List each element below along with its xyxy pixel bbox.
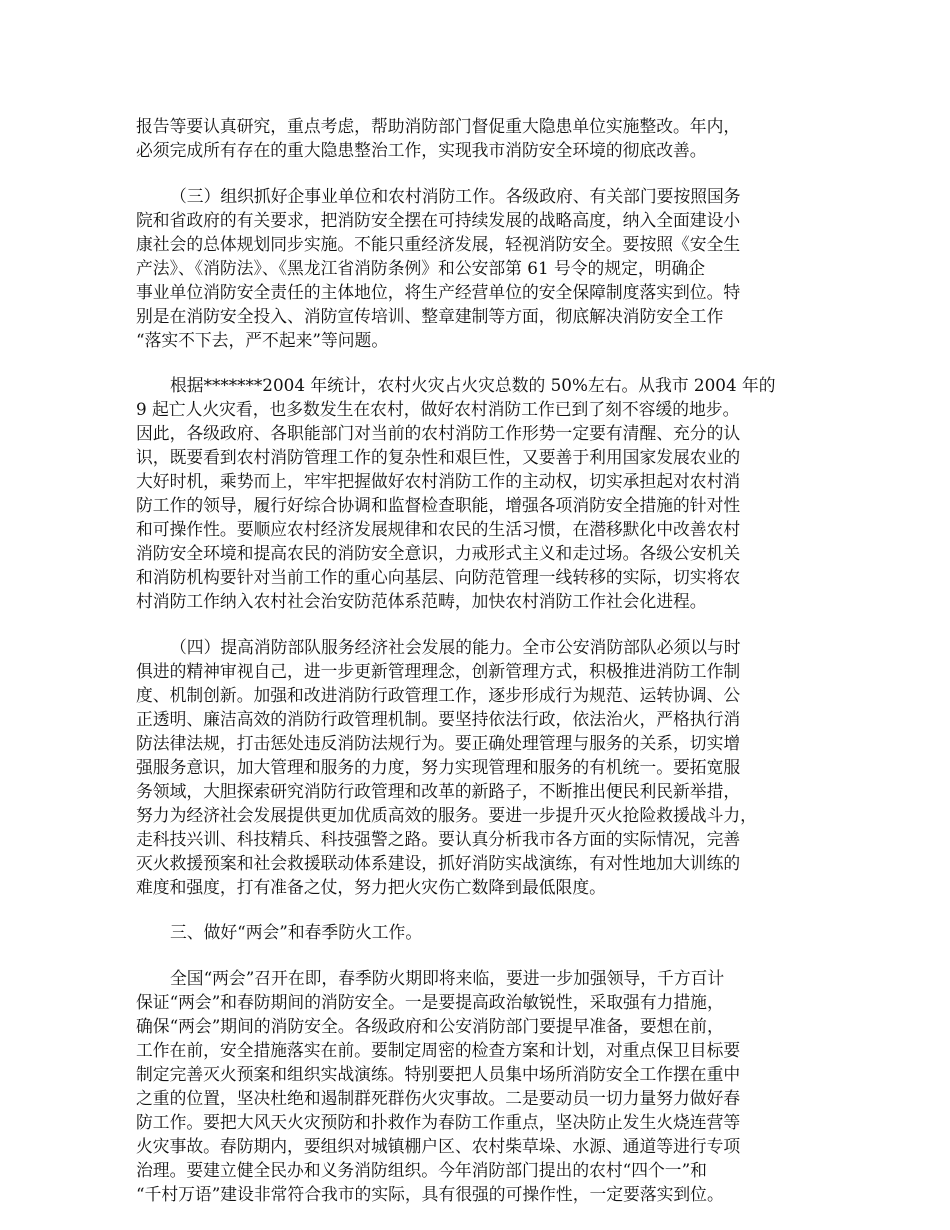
text-line: 大好时机，乘势而上，牢牢把握做好农村消防工作的主动权，切实承担起对农村消	[136, 471, 741, 491]
text-line: 防法律法规，打击惩处违反消防法规行为。要正确处理管理与服务的关系，切实增	[136, 733, 741, 753]
text-line: 灭火救援预案和社会救援联动体系建设，抓好消防实战演练，有对性地加大训练的	[136, 853, 741, 873]
text-line: 之重的位置，坚决杜绝和遏制群死群伤火灾事故。二是要动员一切力量努力做好春	[136, 1088, 741, 1108]
text-line: 确保“两会”期间的消防安全。各级政府和公安消防部门要提早准备，要想在前，	[136, 1016, 724, 1036]
text-line: 保证“两会”和春防期间的消防安全。一是要提高政治敏锐性，采取强有力措施，	[136, 992, 724, 1012]
text-line: 防工作的领导，履行好综合协调和监督检查职能，增强各项消防安全措施的针对性	[136, 495, 741, 515]
text-line: 事业单位消防安全责任的主体地位，将生产经营单位的安全保障制度落实到位。特	[136, 282, 741, 302]
text-line: （四）提高消防部队服务经济社会发展的能力。全市公安消防部队必须以与时	[170, 637, 741, 657]
text-line: 俱进的精神审视自己，进一步更新管理理念，创新管理方式，积极推进消防工作制	[136, 661, 741, 681]
text-line: 根据*******2004 年统计，农村火灾占火灾总数的 50%左右。从我市 2004 年的	[170, 375, 776, 395]
text-line: 工作在前，安全措施落实在前。要制定周密的检查方案和计划，对重点保卫目标要	[136, 1040, 741, 1060]
text-line: 9 起亡人火灾看，也多数发生在农村，做好农村消防工作已到了刻不容缓的地步。	[136, 399, 740, 419]
text-line: 必须完成所有存在的重大隐患整治工作，实现我市消防安全环境的彻底改善。	[136, 140, 707, 160]
text-line: 强服务意识，加大管理和服务的力度，努力实现管理和服务的有机统一。要拓宽服	[136, 757, 741, 777]
text-line: 识，既要看到农村消防管理工作的复杂性和艰巨性，又要善于利用国家发展农业的	[136, 447, 741, 467]
text-line: 全国“两会”召开在即，春季防火期即将来临，要进一步加强领导，千方百计	[170, 968, 725, 988]
text-line: 院和省政府的有关要求，把消防安全摆在可持续发展的战略高度，纳入全面建设小	[136, 210, 741, 230]
text-line: 火灾事故。春防期内，要组织对城镇棚户区、农村柴草垛、水源、通道等进行专项	[136, 1136, 741, 1156]
text-line: “千村万语”建设非常符合我市的实际，具有很强的可操作性，一定要落实到位。	[136, 1184, 724, 1204]
text-line: 康社会的总体规划同步实施。不能只重经济发展，轻视消防安全。要按照《安全生	[136, 234, 741, 254]
text-line: 制定完善灭火预案和组织实战演练。特别要把人员集中场所消防安全工作摆在重中	[136, 1064, 741, 1084]
text-line: 走科技兴训、科技精兵、科技强警之路。要认真分析我市各方面的实际情况，完善	[136, 829, 741, 849]
text-line: 消防安全环境和提高农民的消防安全意识，力戒形式主义和走过场。各级公安机关	[136, 543, 741, 563]
text-line: 报告等要认真研究，重点考虑，帮助消防部门督促重大隐患单位实施整改。年内，	[136, 116, 741, 136]
text-line: 防工作。要把大风天火灾预防和扑救作为春防工作重点，坚决防止发生火烧连营等	[136, 1112, 741, 1132]
text-line: 正透明、廉洁高效的消防行政管理机制。要坚持依法行政，依法治火，严格执行消	[136, 709, 741, 729]
text-line: （三）组织抓好企事业单位和农村消防工作。各级政府、有关部门要按照国务	[170, 186, 741, 206]
text-line: 别是在消防安全投入、消防宣传培训、整章建制等方面，彻底解决消防安全工作	[136, 306, 724, 326]
text-line: 务领域，大胆探索研究消防行政管理和改革的新路子，不断推出便民利民新举措，	[136, 781, 741, 801]
text-line: 和可操作性。要顺应农村经济发展规律和农民的生活习惯，在潜移默化中改善农村	[136, 519, 741, 539]
text-line: 度、机制创新。加强和改进消防行政管理工作，逐步形成行为规范、运转协调、公	[136, 685, 741, 705]
text-line: “落实不下去，严不起来”等问题。	[136, 330, 389, 350]
text-line: 产法》、《消防法》、《黑龙江省消防条例》和公安部第 61 号令的规定，明确企	[136, 258, 706, 278]
text-line: 和消防机构要针对当前工作的重心向基层、向防范管理一线转移的实际，切实将农	[136, 567, 741, 587]
text-line: 努力为经济社会发展提供更加优质高效的服务。要进一步提升灭火抢险救援战斗力，	[136, 805, 757, 825]
text-line: 因此，各级政府、各职能部门对当前的农村消防工作形势一定要有清醒、充分的认	[136, 423, 741, 443]
text-line: 难度和强度，打有准备之仗，努力把火灾伤亡数降到最低限度。	[136, 877, 606, 897]
section-heading: 三、做好“两会”和春季防火工作。	[170, 922, 423, 942]
text-line: 村消防工作纳入农村社会治安防范体系范畴，加快农村消防工作社会化进程。	[136, 591, 707, 611]
text-line: 治理。要建立健全民办和义务消防组织。今年消防部门提出的农村“四个一”和	[136, 1160, 707, 1180]
